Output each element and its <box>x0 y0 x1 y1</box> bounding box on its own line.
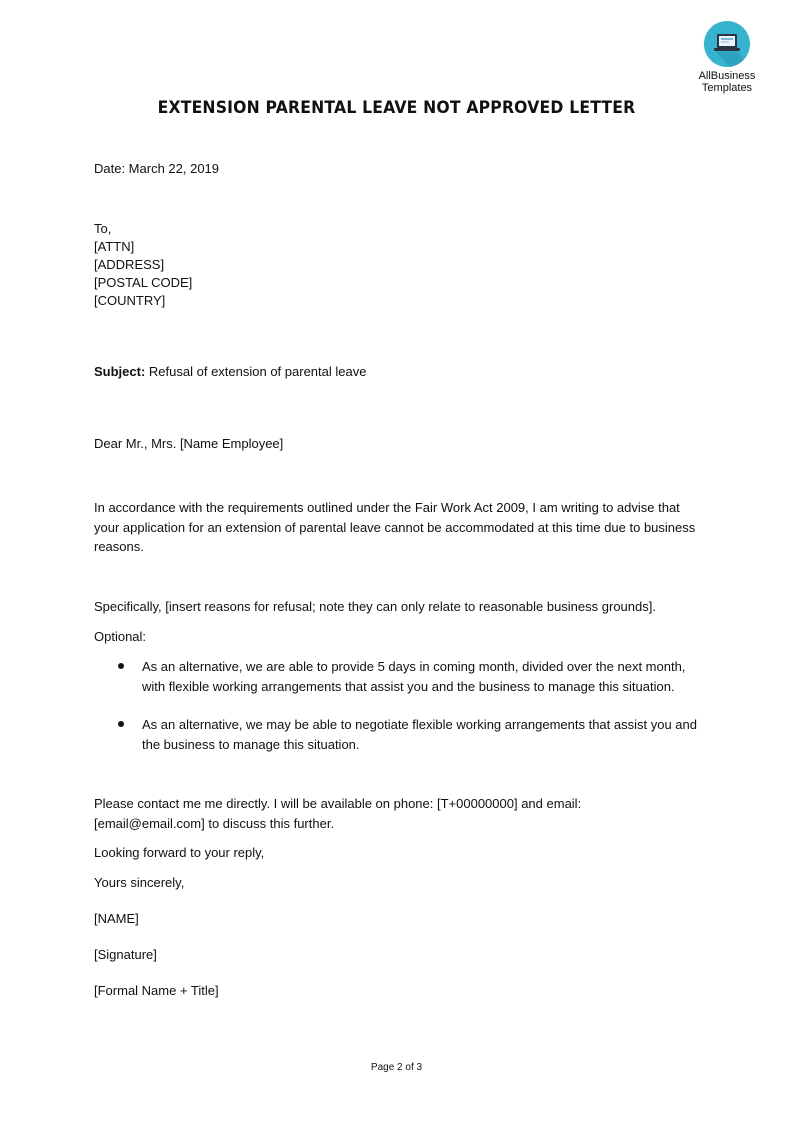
optional-label: Optional: <box>94 629 147 644</box>
recipient-attn: [ATTN] <box>94 239 135 254</box>
bullet-icon <box>118 663 124 669</box>
bullet-item: As an alternative, we may be able to negotiate flexible working arrangements that assist you and the business to manage this situation. <box>142 717 697 752</box>
subject-line <box>94 362 366 381</box>
salutation: Dear Mr., Mrs. [Name Employee] <box>94 436 284 451</box>
bullet-item: As an alternative, we are able to provide 5 days in coming month, divided over the next month, with flexible working arrangements that assist you and the business to manage this situation. <box>142 659 686 694</box>
recipient-to: To, <box>94 221 112 236</box>
subject-label: Subject: <box>94 364 146 379</box>
paragraph-intro: In accordance with the requirements outlined under the Fair Work Act 2009, I am writing to advise that your application for an extension of parental leave cannot be accommodated at this time due to business reasons. <box>94 500 696 554</box>
closing-looking-forward: Looking forward to your reply, <box>94 845 265 860</box>
page-number: Page 2 of 3 <box>370 1062 423 1073</box>
document-title: EXTENSION PARENTAL LEAVE NOT APPROVED LETTER <box>157 98 636 118</box>
subject-text: Refusal of extension of parental leave <box>148 364 367 379</box>
logo-text-line2: Templates <box>701 82 753 94</box>
closing-yours-sincerely: Yours sincerely, <box>94 875 185 890</box>
sender-formal-name: [Formal Name + Title] <box>94 983 219 998</box>
laptop-icon <box>704 21 750 67</box>
recipient-address: [ADDRESS] <box>94 257 165 272</box>
sender-signature: [Signature] <box>94 947 157 962</box>
bullet-icon <box>118 721 124 727</box>
letter-date: Date: March 22, 2019 <box>94 161 220 176</box>
allbusiness-logo <box>690 21 764 94</box>
recipient-country: [COUNTRY] <box>94 293 166 308</box>
sender-name: [NAME] <box>94 911 139 926</box>
paragraph-reasons: Specifically, [insert reasons for refusal; note they can only relate to reasonable business grounds]. <box>94 599 656 614</box>
recipient-postal-code: [POSTAL CODE] <box>94 275 193 290</box>
paragraph-contact: Please contact me me directly. I will be available on phone: [T+00000000] and email: [email@email.com] to discuss this further. <box>94 796 582 831</box>
logo-text-line1: AllBusiness <box>698 70 756 82</box>
